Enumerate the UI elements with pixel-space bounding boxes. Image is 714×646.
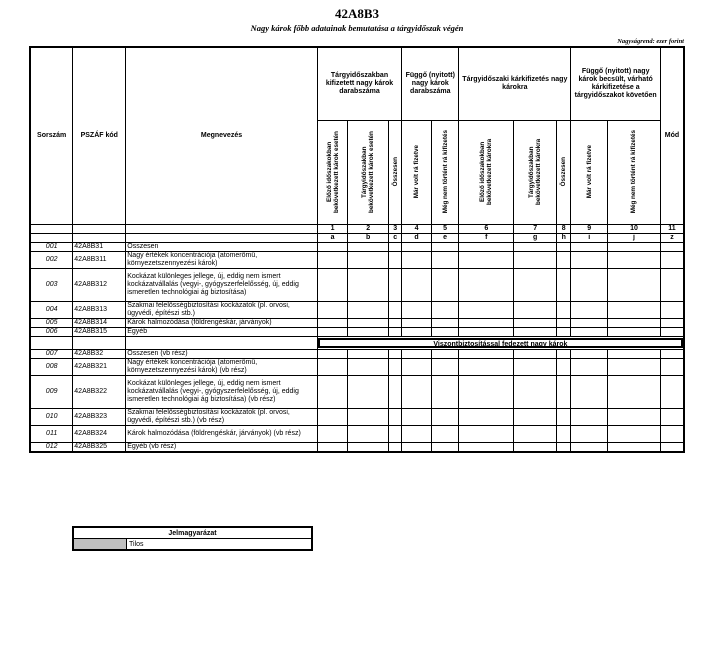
value-cell[interactable] — [389, 425, 402, 442]
table-row — [30, 268, 684, 301]
value-cell[interactable] — [459, 408, 514, 425]
value-cell[interactable] — [317, 375, 348, 408]
value-cell[interactable] — [348, 375, 389, 408]
form-title: 42A8B3 — [334, 6, 380, 21]
value-cell[interactable] — [660, 242, 684, 251]
value-cell[interactable] — [557, 268, 571, 301]
value-cell[interactable] — [431, 425, 459, 442]
value-cell[interactable] — [431, 327, 459, 336]
row-sorszam: 010 — [30, 408, 73, 425]
value-cell[interactable] — [557, 375, 571, 408]
value-cell[interactable] — [402, 318, 432, 327]
value-cell[interactable] — [459, 349, 514, 358]
value-cell[interactable] — [431, 251, 459, 268]
table-row — [30, 349, 684, 358]
value-cell[interactable] — [571, 349, 608, 358]
value-cell[interactable] — [348, 242, 389, 251]
table-row — [30, 408, 684, 425]
table-row — [30, 375, 684, 408]
banner-spacer-cell — [126, 336, 318, 349]
row-pszaf-kod: 42A8B314 — [73, 318, 126, 327]
value-cell[interactable] — [459, 425, 514, 442]
row-pszaf-kod: 42A8B313 — [73, 301, 126, 318]
value-cell[interactable] — [459, 375, 514, 408]
column-letter: i — [571, 233, 608, 242]
value-cell[interactable] — [317, 318, 348, 327]
table-row — [30, 425, 684, 442]
header-sorszam: Sorszám — [30, 47, 73, 224]
row-megnevezes: Összesen (vb rész) — [126, 349, 318, 358]
value-cell[interactable] — [608, 327, 661, 336]
subheader-label: Még nem történt rá kifizetés — [630, 130, 638, 214]
value-cell[interactable] — [348, 301, 389, 318]
value-cell[interactable] — [389, 318, 402, 327]
table-row — [30, 251, 684, 268]
value-cell[interactable] — [348, 251, 389, 268]
row-pszaf-kod: 42A8B315 — [73, 327, 126, 336]
row-sorszam: 005 — [30, 318, 73, 327]
column-number: 11 — [660, 224, 684, 233]
subheader-cell — [571, 120, 608, 224]
row-megnevezes: Szakmai felelősségbiztosítási kockázatok (pl. orvosi, ügyvédi, építészi stb.) (vb rész) — [126, 408, 318, 425]
value-cell[interactable] — [389, 242, 402, 251]
banner-spacer-cell — [30, 336, 73, 349]
row-megnevezes: Egyéb — [126, 327, 318, 336]
row-sorszam: 011 — [30, 425, 73, 442]
index-spacer-cell — [73, 224, 126, 233]
value-cell[interactable] — [389, 375, 402, 408]
row-pszaf-kod: 42A8B322 — [73, 375, 126, 408]
value-cell[interactable] — [348, 349, 389, 358]
value-cell[interactable] — [348, 425, 389, 442]
group-header-karkifizetes: Tárgyidőszaki kárkifizetés nagy károkra — [459, 47, 571, 120]
group-header-fuggo-darabszam: Függő (nyitott) nagy károk darabszáma — [402, 47, 459, 120]
column-number: 4 — [402, 224, 432, 233]
value-cell[interactable] — [608, 242, 661, 251]
header-mod: Mód — [660, 47, 684, 224]
value-cell[interactable] — [431, 408, 459, 425]
form-subtitle: Nagy károk főbb adatainak bemutatása a tárgyidőszak végén — [250, 23, 464, 33]
value-cell[interactable] — [608, 442, 661, 452]
row-sorszam: 012 — [30, 442, 73, 452]
value-cell[interactable] — [557, 358, 571, 375]
value-cell[interactable] — [557, 425, 571, 442]
column-letter: b — [348, 233, 389, 242]
column-number: 8 — [557, 224, 571, 233]
row-megnevezes: Kockázat különleges jellege, új, eddig nem ismert kockázatvállalás (vegyi-, gyógyszerfelelősség, új, eddig ismeretlen technológiai ág biztosítása) (vb rész) — [126, 375, 318, 408]
group-header-kifizetett-darabszam: Tárgyidőszakban kifizetett nagy károk darabszáma — [317, 47, 402, 120]
group-header-fuggo-becsult: Függő (nyitott) nagy károk becsült, várható kárkifizetése a tárgyidőszakot követően — [571, 47, 661, 120]
table-row — [30, 442, 684, 452]
subheader-label: Már volt rá fizetve — [585, 145, 593, 199]
row-pszaf-kod: 42A8B312 — [73, 268, 126, 301]
subheader-label: Összesen — [391, 157, 399, 187]
legend-title: Jelmagyarázat — [73, 527, 312, 539]
value-cell[interactable] — [459, 242, 514, 251]
value-cell[interactable] — [571, 358, 608, 375]
row-sorszam: 009 — [30, 375, 73, 408]
index-spacer-cell — [126, 233, 318, 242]
column-letter: h — [557, 233, 571, 242]
header-megnevezes: Megnevezés — [126, 47, 318, 224]
column-letter: f — [459, 233, 514, 242]
value-cell[interactable] — [431, 301, 459, 318]
value-cell[interactable] — [431, 318, 459, 327]
row-megnevezes: Egyéb (vb rész) — [126, 442, 318, 452]
row-megnevezes: Károk halmozódása (földrengéskár, járványok) — [126, 318, 318, 327]
value-cell[interactable] — [557, 327, 571, 336]
value-cell[interactable] — [514, 358, 557, 375]
value-cell[interactable] — [317, 242, 348, 251]
value-cell[interactable] — [459, 327, 514, 336]
value-cell[interactable] — [514, 408, 557, 425]
row-sorszam: 002 — [30, 251, 73, 268]
subheader-label: Már volt rá fizetve — [413, 145, 421, 199]
data-table — [29, 46, 685, 453]
value-cell[interactable] — [348, 318, 389, 327]
column-number: 7 — [514, 224, 557, 233]
subheader-cell — [348, 120, 389, 224]
table-row — [30, 318, 684, 327]
row-pszaf-kod: 42A8B325 — [73, 442, 126, 452]
value-cell[interactable] — [317, 408, 348, 425]
row-sorszam: 006 — [30, 327, 73, 336]
column-letter: e — [431, 233, 459, 242]
value-cell[interactable] — [571, 425, 608, 442]
index-spacer-cell — [30, 224, 73, 233]
value-cell[interactable] — [402, 242, 432, 251]
value-cell[interactable] — [514, 268, 557, 301]
column-number: 10 — [608, 224, 661, 233]
row-sorszam: 008 — [30, 358, 73, 375]
value-cell[interactable] — [571, 318, 608, 327]
value-cell[interactable] — [514, 301, 557, 318]
value-cell[interactable] — [660, 375, 684, 408]
value-cell[interactable] — [317, 327, 348, 336]
value-cell[interactable] — [557, 349, 571, 358]
value-cell[interactable] — [459, 301, 514, 318]
value-cell[interactable] — [459, 358, 514, 375]
value-cell[interactable] — [317, 358, 348, 375]
value-cell[interactable] — [402, 375, 432, 408]
index-spacer-cell — [73, 233, 126, 242]
value-cell[interactable] — [514, 375, 557, 408]
table-row — [30, 358, 684, 375]
value-cell[interactable] — [608, 425, 661, 442]
value-cell[interactable] — [608, 375, 661, 408]
value-cell[interactable] — [557, 318, 571, 327]
value-cell[interactable] — [317, 251, 348, 268]
value-cell[interactable] — [317, 268, 348, 301]
value-cell[interactable] — [557, 408, 571, 425]
column-letter: c — [389, 233, 402, 242]
row-megnevezes: Összesen — [126, 242, 318, 251]
value-cell[interactable] — [608, 318, 661, 327]
value-cell[interactable] — [514, 425, 557, 442]
legend-table — [72, 526, 313, 551]
column-letter: j — [608, 233, 661, 242]
value-cell[interactable] — [317, 349, 348, 358]
value-cell[interactable] — [317, 301, 348, 318]
subheader-cell — [514, 120, 557, 224]
header-pszaf-kod: PSZÁF kód — [73, 47, 126, 224]
table-row — [30, 301, 684, 318]
row-sorszam: 001 — [30, 242, 73, 251]
row-pszaf-kod: 42A8B323 — [73, 408, 126, 425]
value-cell[interactable] — [431, 442, 459, 452]
value-cell[interactable] — [389, 327, 402, 336]
value-cell[interactable] — [557, 301, 571, 318]
subheader-label: Előző időszakokban bekövetkezett károkra — [479, 138, 494, 206]
legend-label-tilos: Tilos — [127, 539, 313, 551]
value-cell[interactable] — [459, 318, 514, 327]
value-cell[interactable] — [557, 251, 571, 268]
table-row — [30, 327, 684, 336]
value-cell[interactable] — [608, 268, 661, 301]
value-cell[interactable] — [514, 349, 557, 358]
banner-reinsured-large-claims: Viszontbiztosítással fedezett nagy károk — [318, 338, 683, 348]
value-cell[interactable] — [514, 327, 557, 336]
subheader-cell — [608, 120, 661, 224]
value-cell[interactable] — [608, 251, 661, 268]
row-pszaf-kod: 42A8B324 — [73, 425, 126, 442]
subheader-label: Tárgyidőszakban bekövetkezett károkra — [528, 138, 543, 206]
value-cell[interactable] — [571, 268, 608, 301]
value-cell[interactable] — [514, 442, 557, 452]
column-number: 1 — [317, 224, 348, 233]
row-megnevezes: Károk halmozódása (földrengéskár, járványok) (vb rész) — [126, 425, 318, 442]
value-cell[interactable] — [317, 425, 348, 442]
value-cell[interactable] — [431, 242, 459, 251]
value-cell[interactable] — [348, 408, 389, 425]
value-cell[interactable] — [348, 358, 389, 375]
row-pszaf-kod: 42A8B311 — [73, 251, 126, 268]
subheader-cell — [557, 120, 571, 224]
value-cell[interactable] — [660, 251, 684, 268]
subheader-cell — [459, 120, 514, 224]
subheader-label: Összesen — [560, 157, 568, 187]
value-cell[interactable] — [431, 268, 459, 301]
subheader-label: Még nem történt rá kifizetés — [441, 130, 449, 214]
value-cell[interactable] — [608, 358, 661, 375]
value-cell[interactable] — [389, 358, 402, 375]
index-spacer-cell — [30, 233, 73, 242]
row-megnevezes: Kockázat különleges jellege, új, eddig nem ismert kockázatvállalás (vegyi-, gyógyszerfelelősség, új, eddig ismeretlen technológiai ág biztosítása) — [126, 268, 318, 301]
row-megnevezes: Nagy értékek koncentrációja (atomerőmű, környezetszennyezési károk) — [126, 251, 318, 268]
value-cell[interactable] — [402, 358, 432, 375]
subheader-cell — [431, 120, 459, 224]
value-cell[interactable] — [348, 327, 389, 336]
value-cell[interactable] — [389, 442, 402, 452]
value-cell[interactable] — [514, 251, 557, 268]
subheader-cell — [402, 120, 432, 224]
value-cell[interactable] — [608, 349, 661, 358]
column-number: 3 — [389, 224, 402, 233]
value-cell[interactable] — [660, 318, 684, 327]
column-number: 5 — [431, 224, 459, 233]
value-cell[interactable] — [389, 349, 402, 358]
value-cell[interactable] — [402, 442, 432, 452]
column-letter: g — [514, 233, 557, 242]
value-cell[interactable] — [402, 425, 432, 442]
value-cell[interactable] — [431, 349, 459, 358]
column-number: 6 — [459, 224, 514, 233]
value-cell[interactable] — [571, 242, 608, 251]
value-cell[interactable] — [660, 349, 684, 358]
value-cell[interactable] — [514, 242, 557, 251]
value-cell[interactable] — [402, 268, 432, 301]
value-cell[interactable] — [660, 301, 684, 318]
column-letter: d — [402, 233, 432, 242]
row-pszaf-kod: 42A8B31 — [73, 242, 126, 251]
value-cell[interactable] — [459, 251, 514, 268]
subheader-label: Tárgyidőszakban bekövetkezett károk esetén — [361, 131, 376, 213]
value-cell[interactable] — [557, 442, 571, 452]
value-cell[interactable] — [459, 442, 514, 452]
value-cell[interactable] — [348, 268, 389, 301]
value-cell[interactable] — [459, 268, 514, 301]
value-cell[interactable] — [660, 327, 684, 336]
table-row — [30, 242, 684, 251]
subheader-label: Előző időszakokban bekövetkezett károk esetén — [325, 131, 340, 213]
value-cell[interactable] — [608, 408, 661, 425]
value-cell[interactable] — [571, 301, 608, 318]
value-cell[interactable] — [660, 268, 684, 301]
value-cell[interactable] — [571, 251, 608, 268]
banner-row — [30, 336, 684, 349]
value-cell[interactable] — [660, 442, 684, 452]
value-cell[interactable] — [608, 301, 661, 318]
index-spacer-cell — [126, 224, 318, 233]
row-sorszam: 007 — [30, 349, 73, 358]
value-cell[interactable] — [571, 442, 608, 452]
value-cell[interactable] — [317, 442, 348, 452]
row-sorszam: 003 — [30, 268, 73, 301]
column-number: 2 — [348, 224, 389, 233]
row-sorszam: 004 — [30, 301, 73, 318]
value-cell[interactable] — [571, 327, 608, 336]
value-cell[interactable] — [660, 408, 684, 425]
banner-spacer-cell — [73, 336, 126, 349]
column-number: 9 — [571, 224, 608, 233]
value-cell[interactable] — [431, 375, 459, 408]
legend-swatch-tilos — [73, 539, 127, 551]
subheader-cell — [389, 120, 402, 224]
value-cell[interactable] — [660, 425, 684, 442]
column-letter: a — [317, 233, 348, 242]
value-cell[interactable] — [571, 408, 608, 425]
value-cell[interactable] — [402, 349, 432, 358]
value-cell[interactable] — [402, 327, 432, 336]
banner-cell — [317, 336, 684, 349]
subheader-cell — [317, 120, 348, 224]
row-megnevezes: Szakmai felelősségbiztosítási kockázatok (pl. orvosi, ügyvédi, építészi stb.) — [126, 301, 318, 318]
value-cell[interactable] — [431, 358, 459, 375]
unit-note: Nagyságrend: ezer forint — [617, 38, 684, 45]
value-cell[interactable] — [514, 318, 557, 327]
value-cell[interactable] — [402, 251, 432, 268]
value-cell[interactable] — [571, 375, 608, 408]
value-cell[interactable] — [402, 408, 432, 425]
value-cell[interactable] — [557, 242, 571, 251]
value-cell[interactable] — [348, 442, 389, 452]
column-letter: z — [660, 233, 684, 242]
value-cell[interactable] — [402, 301, 432, 318]
value-cell[interactable] — [389, 301, 402, 318]
row-pszaf-kod: 42A8B321 — [73, 358, 126, 375]
value-cell[interactable] — [389, 268, 402, 301]
row-megnevezes: Nagy értékek koncentrációja (atomerőmű, környezetszennyezési károk) (vb rész) — [126, 358, 318, 375]
value-cell[interactable] — [389, 408, 402, 425]
value-cell[interactable] — [660, 358, 684, 375]
row-pszaf-kod: 42A8B32 — [73, 349, 126, 358]
value-cell[interactable] — [389, 251, 402, 268]
